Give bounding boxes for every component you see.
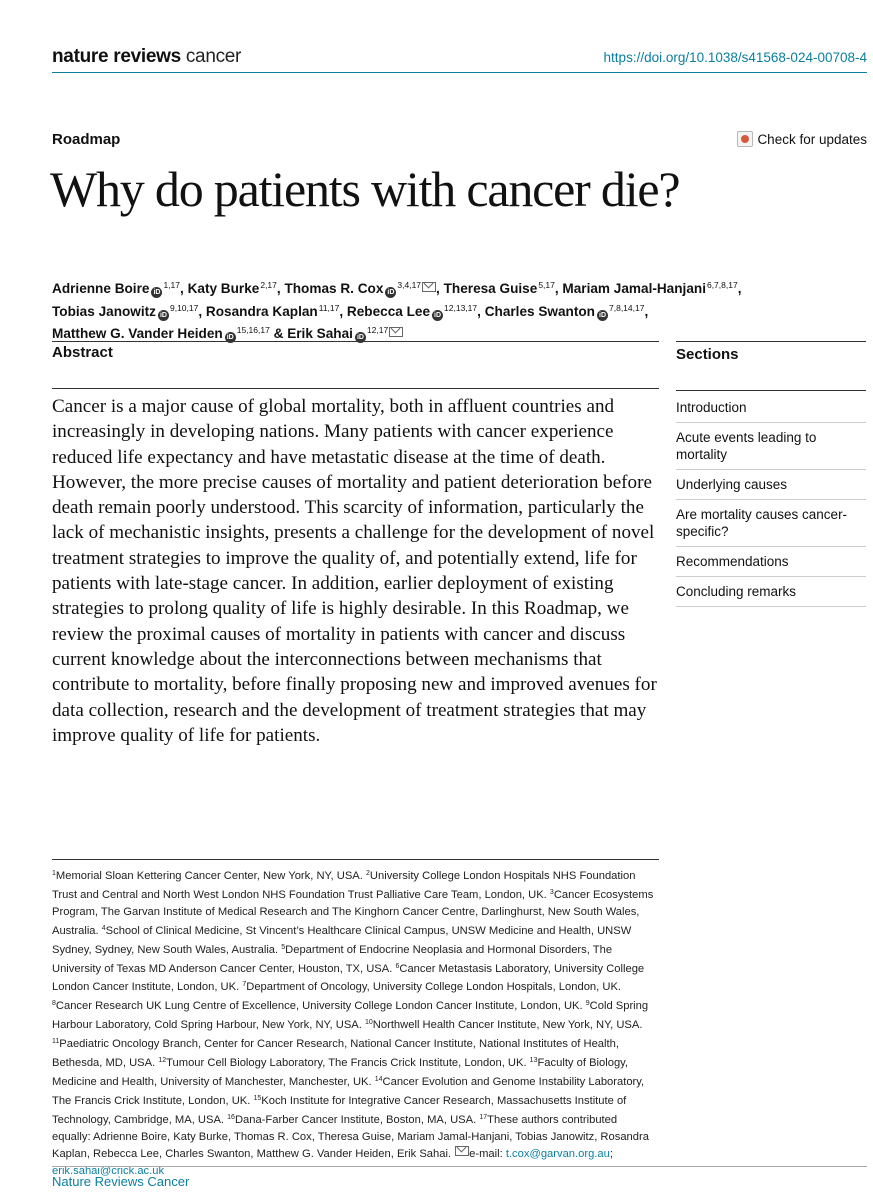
journal-logo[interactable]: [52, 46, 241, 68]
journal-header: [52, 38, 867, 73]
sections-nav: [676, 341, 866, 607]
email-icon[interactable]: [389, 327, 403, 337]
author[interactable]: Katy Burke$^{2,17}$: [187, 280, 277, 296]
abstract-bottom-divider: [52, 859, 659, 860]
section-link-cancer-specific[interactable]: Are mortality causes cancer-specific?: [676, 500, 866, 547]
abstract-heading: Abstract: [52, 344, 113, 361]
orcid-icon[interactable]: iD: [226, 334, 234, 341]
author[interactable]: Matthew G. Vander Heiden iD$^{15,16,17}$: [52, 325, 270, 341]
author[interactable]: Mariam Jamal-Hanjani$^{6,7,8,17}$: [562, 280, 738, 296]
orcid-icon[interactable]: iD: [434, 311, 442, 319]
check-updates-icon: [737, 131, 753, 147]
orcid-icon[interactable]: iD: [599, 311, 606, 319]
orcid-icon[interactable]: iD: [387, 289, 395, 296]
author[interactable]: Thomas R. Cox iD$^{3,4,17}$: [284, 281, 436, 296]
section-link-introduction[interactable]: Introduction: [676, 391, 866, 423]
article-title: Why do patients with cancer die?: [50, 161, 680, 217]
author[interactable]: Rebecca Lee iD$^{12,13,17}$: [346, 302, 478, 319]
email-icon: [455, 1146, 469, 1156]
footer-journal-name[interactable]: Nature Reviews Cancer: [52, 1174, 190, 1189]
doi-link[interactable]: https://doi.org/10.1038/s41568-024-00708-4: [603, 50, 867, 65]
author[interactable]: Theresa Guise$^{5,17}$: [443, 280, 555, 296]
abstract-top-divider: [52, 341, 659, 342]
orcid-icon[interactable]: iD: [153, 289, 161, 296]
author[interactable]: Tobias Janowitz iD$^{9,10,17}$: [52, 302, 199, 319]
author-list: Adrienne Boire iD$^{1,17}$, Katy Burke$^{2,17}$, Thomas R. Cox iD$^{3,4,17}$ , Theresa Guise$^{5,17}$, Mariam Jamal-Hanjani$^{6,7,8,17}$, Tobias Janowitz iD$^{9,10,17}$, Rosandra Kaplan$^{11,17}$, Rebecca Lee iD$^{12,13,17}$, Charles Swanton iD$^{7,8,14,17}$, Matthew G. Vander Heiden iD$^{15,16,17}$ & Erik Sahai iD$^{12,17}$: [52, 280, 742, 341]
section-link-concluding-remarks[interactable]: Concluding remarks: [676, 577, 866, 607]
orcid-icon[interactable]: iD: [159, 311, 167, 319]
affiliations: $^1$Memorial Sloan Kettering Cancer Center, New York, NY, USA. $^2$University College London Hospitals NHS Foundation Trust and Central and North West London NHS Foundation Trust Palliative Care Team, London, UK. $^3$Cancer Ecosystems Program, The Garvan Institute of Medical Research and The Kinghorn Cancer Centre, Darlinghurst, New South Wales, Australia. $^4$School of Clinical Medicine, St Vincent’s Healthcare Clinical Campus, UNSW Medicine and Health, UNSW Sydney, Sydney, New South Wales, Australia. $^5$Department of Endocrine Neoplasia and Hormonal Disorders, The University of Texas MD Anderson Cancer Center, Houston, TX, USA. $^6$Cancer Metastasis Laboratory, University College London Cancer Institute, London, UK. $^7$Department of Oncology, University College London Hospitals, London, UK. $^8$Cancer Research UK Lung Centre of Excellence, University College London Cancer Institute, London, UK. $^9$Cold Spring Harbour Laboratory, Cold Spring Harbour, New York, NY, USA. $^{10}$Northwell Health Cancer Institute, New York, NY, USA. $^{11}$Paediatric Oncology Branch, Center for Cancer Research, National Cancer Institute, National Institutes of Health, Bethesda, MD, USA. $^{12}$Tumour Cell Biology Laboratory, The Francis Crick Institute, London, UK. $^{13}$Faculty of Biology, Medicine and Health, University of Manchester, Manchester, UK. $^{14}$Cancer Evolution and Genome Instability Laboratory, The Francis Crick Institute, London, UK. $^{15}$Koch Institute for Integrative Cancer Research, Massachusetts Institute of Technology, Cambridge, MA, USA. $^{16}$Dana-Farber Cancer Institute, Boston, MA, USA. $^{17}$These authors contributed equally: Adrienne Boire, Katy Burke, Thomas R. Cox, Theresa Guise, Mariam Jamal-Hanjani, Tobias Janowitz, Rosandra Kaplan, Rebecca Lee, Charles Swanton, Matthew G. Vander Heiden, Erik Sahai. e-mail: t.cox@garvan.org.au; erik.sahai@crick.ac.uk: [52, 870, 654, 1177]
section-link-underlying-causes[interactable]: Underlying causes: [676, 470, 866, 500]
email-link-cox[interactable]: t.cox@garvan.org.au: [505, 1147, 610, 1160]
journal-name-bold: nature reviews: [52, 46, 181, 67]
author[interactable]: Erik Sahai iD$^{12,17}$: [287, 326, 403, 341]
journal-name-light: cancer: [185, 46, 242, 67]
abstract-text: Cancer is a major cause of global mortality, both in affluent countries and increasingly in developing nations. Many patients with cancer experience reduced life expectancy and have metastatic disease at the time of death. However, the more precise causes of mortality and patient deterioration before death remain poorly understood. This scarcity of information, particularly the lack of mechanistic insights, presents a challenge for the development of novel treatment strategies to improve the quality of, and potentially extend, life for patients with late-stage cancer. In addition, earlier deployment of existing strategies to prolong quality of life is highly desirable. In this Roadmap, we review the proximal causes of mortality in patients with cancer and discuss current knowledge about the interconnections between mechanisms that contribute to mortality, before finally proposing new and improved avenues for data collection, research and the development of treatment strategies that may improve quality of life for patients.: [52, 396, 657, 746]
author[interactable]: Charles Swanton iD$^{7,8,14,17}$: [484, 302, 645, 319]
abstract-divider: [52, 388, 659, 389]
email-icon[interactable]: [422, 282, 436, 292]
email-link-sahai[interactable]: erik.sahai@crick.ac.uk: [52, 1164, 165, 1177]
footer-divider: [52, 1166, 867, 1167]
section-link-acute-events[interactable]: Acute events leading to mortality: [676, 423, 866, 470]
section-link-recommendations[interactable]: Recommendations: [676, 547, 866, 577]
author[interactable]: Rosandra Kaplan$^{11,17}$: [205, 302, 340, 319]
sections-heading: Sections: [676, 342, 866, 391]
check-for-updates-button[interactable]: [737, 131, 867, 147]
orcid-icon[interactable]: iD: [356, 334, 364, 341]
check-updates-label: Check for updates: [757, 131, 867, 147]
author[interactable]: Adrienne Boire iD$^{1,17}$: [52, 280, 180, 296]
article-type: Roadmap: [52, 131, 121, 148]
